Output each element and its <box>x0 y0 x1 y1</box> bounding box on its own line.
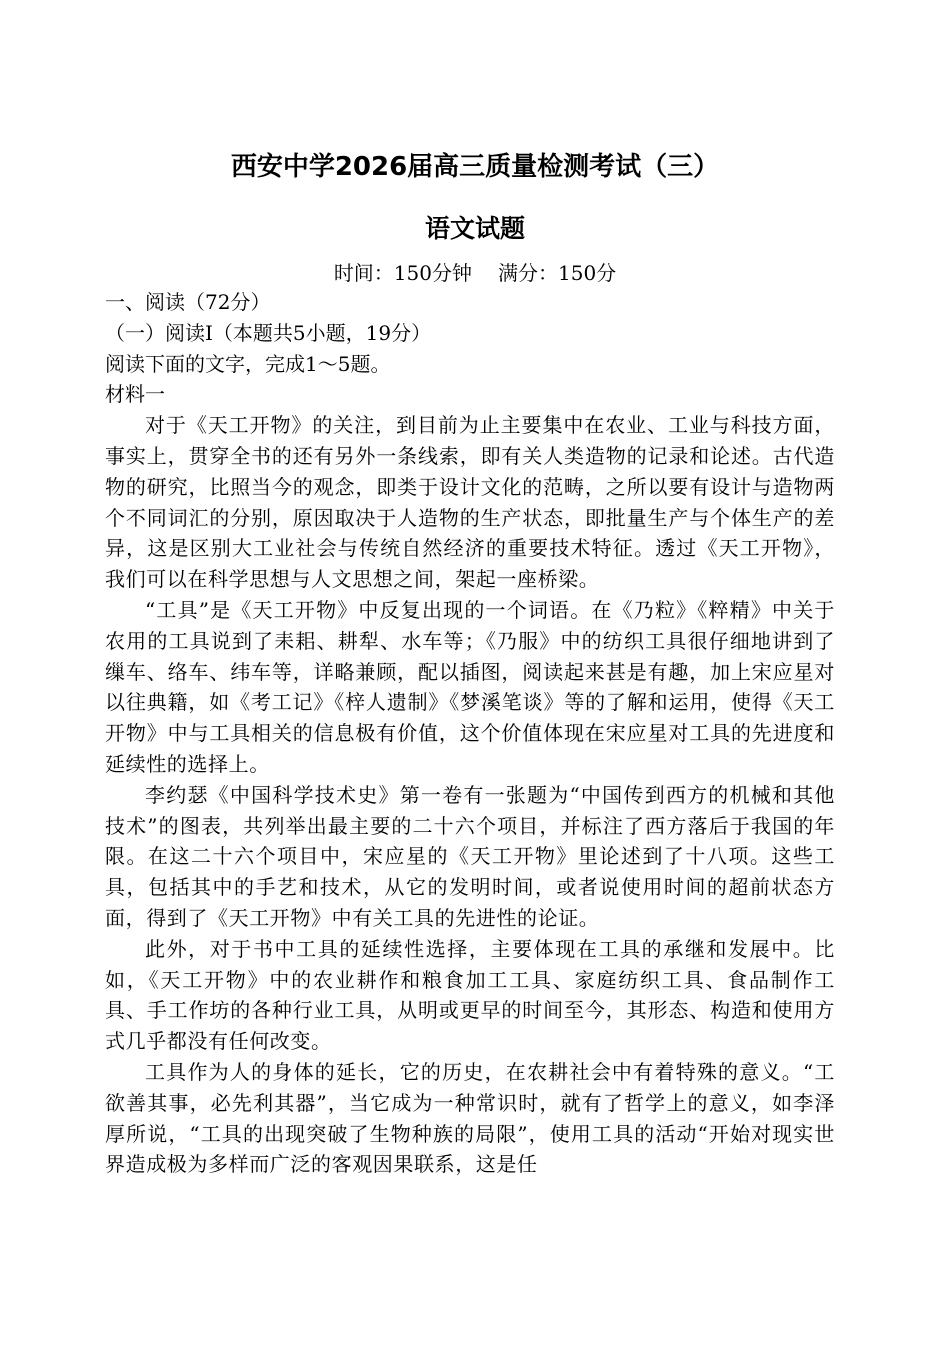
instruction-text: 阅读下面的文字，完成1～5题。 <box>105 351 391 376</box>
exam-meta <box>0 258 950 288</box>
paragraph-3: 李约瑟《中国科学技术史》第一卷有一张题为“中国传到西方的机械和其他技术”的图表，共列举出最主要的二十六个项目，并标注了西方落后于我国的年限。在这二十六个项目中，宋应星的《天工开物》里论述到了十八项。这些工具，包括其中的手艺和技术，从它的发明时间，或者说使用时间的超前状态方面，得到了《天工开物》中有关工具的先进性的论证。 <box>105 782 835 930</box>
paragraph-1: 对于《天工开物》的关注，到目前为止主要集中在农业、工业与科技方面，事实上，贯穿全书的还有另外一条线索，即有关人类造物的记录和论述。古代造物的研究，比照当今的观念，即类于设计文化的范畴，之所以要有设计与造物两个不同词汇的分别，原因取决于人造物的生产状态，即批量生产与个体生产的差异，这是区别大工业社会与传统自然经济的重要技术特征。透过《天工开物》，我们可以在科学思想与人文思想之间，架起一座桥梁。 <box>105 413 835 592</box>
section-heading: 一、阅读（72分） <box>105 290 271 314</box>
full-score: 满分：150分 <box>498 261 617 285</box>
paragraph-5: 工具作为人的身体的延长，它的历史，在农耕社会中有着特殊的意义。“工欲善其事，必先利其器”，当它成为一种常识时，就有了哲学上的意义，如李泽厚所说，“工具的出现突破了生物种族的局限”，使用工具的活动“开始对现实世界造成极为多样而广泛的客观因果联系，这是任 <box>105 1059 835 1177</box>
paragraph-2: “工具”是《天工开物》中反复出现的一个词语。在《乃粒》《粹精》中关于农用的工具说到了耒耜、耕犁、水车等；《乃服》中的纺织工具很仔细地讲到了缫车、络车、纬车等，详略兼顾，配以插图，阅读起来甚是有趣，加上宋应星对以往典籍，如《考工记》《梓人遗制》《梦溪笔谈》等的了解和运用，使得《天工开物》中与工具相关的信息极有价值，这个价值体现在宋应星对工具的先进度和延续性的选择上。 <box>105 597 835 776</box>
reading-content <box>105 287 835 1180</box>
subject-title: 语文试题 <box>424 214 525 243</box>
exam-title: 西安中学2026届高三质量检测考试（三） <box>230 152 720 182</box>
subsection-heading: （一）阅读Ⅰ（本题共5小题，19分） <box>105 320 432 345</box>
paragraph-4: 此外，对于书中工具的延续性选择，主要体现在工具的承继和发展中。比如，《天工开物》中的农业耕作和粮食加工工具、家庭纺织工具、食品制作工具、手工作坊的各种行业工具，从明或更早的时间至今，其形态、构造和使用方式几乎都没有任何改变。 <box>105 936 835 1054</box>
time-limit: 时间：150分钟 <box>333 261 472 285</box>
material-label: 材料一 <box>105 382 165 407</box>
